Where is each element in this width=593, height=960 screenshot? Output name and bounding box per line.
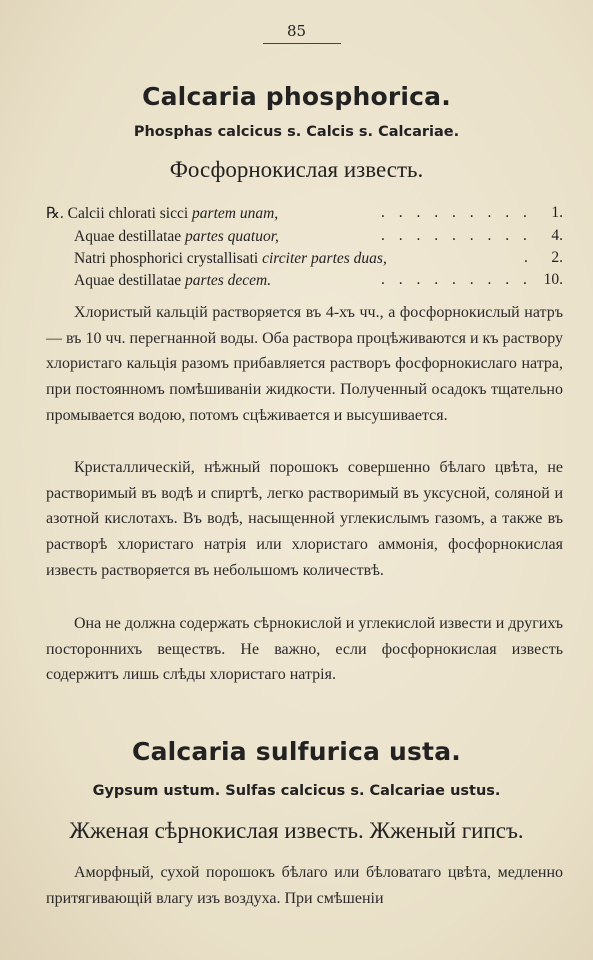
recipe-line	[46, 249, 563, 271]
recipe-line	[46, 204, 563, 226]
recipe-line	[46, 227, 563, 249]
recipe-dots: .	[524, 249, 533, 266]
header-rule	[263, 43, 341, 44]
body-paragraph: Кристаллическій, нѣжный порошокъ совершенно бѣлаго цвѣта, не растворимый въ водѣ и спиртѣ, легко растворимый въ уксусной, соляной и азотной кислотахъ. Въ водѣ, насыщенной углекислымъ газомъ, а также въ растворѣ хлористаго натрія или хлористаго аммонія, фосфорнокислая известь растворяется въ небольшомъ количествѣ.	[46, 459, 563, 579]
page-number: 85	[286, 22, 307, 40]
section-title: Calcaria sulfurica usta.	[132, 737, 461, 766]
recipe-part-number: 4.	[551, 227, 563, 244]
recipe-dots: . . . . . . . . .	[381, 271, 532, 288]
recipe-ingredient: Aquae destillatae	[74, 272, 182, 289]
recipe-part-number: 1.	[551, 204, 563, 221]
recipe-line	[46, 271, 563, 293]
russian-title: Жженая сѣрнокислая известь. Жженый гипсъ.	[69, 818, 524, 843]
body-paragraph: Хлористый кальцій растворяется въ 4-хъ чч., а фосфорнокислый натръ — въ 10 чч. перегнанной воды. Оба раствора процѣживаются и къ раствору хлористаго кальція разомъ прибавляется растворъ фосфорнокислаго натра, при постоянномъ помѣшиваніи жидкости. Полученный осадокъ тщательно промывается водою, потомъ сцѣживается и высушивается.	[46, 304, 563, 424]
recipe-dots: . . . . . . . . .	[381, 204, 532, 221]
recipe-dots: . . . . . . . . .	[381, 227, 532, 244]
recipe-ingredient: Calcii chlorati sicci	[67, 205, 189, 222]
latin-subtitle: Gypsum ustum. Sulfas calcicus s. Calcariae ustus.	[92, 783, 501, 799]
body-paragraph: Она не должна содержать сѣрнокислой и углекислой извести и другихъ постороннихъ веществъ. Не важно, если фосфорнокислая известь содержитъ лишь слѣды хлористаго натрія.	[46, 615, 563, 684]
latin-subtitle: Phosphas calcicus s. Calcis s. Calcariae.	[133, 124, 460, 140]
recipe-quantity: partem unam,	[188, 205, 279, 222]
recipe-quantity: partes quatuor,	[181, 228, 279, 245]
recipe-quantity: circiter partes duas,	[258, 250, 387, 267]
recipe-quantity: partes decem.	[181, 272, 272, 289]
russian-title: Фосфорнокислая известь.	[169, 157, 424, 182]
recipe-ingredient: Aquae destillatae	[74, 228, 182, 245]
section-title: Calcaria phosphorica.	[142, 82, 451, 111]
recipe-prefix: ℞.	[46, 205, 68, 222]
recipe-ingredient: Natri phosphorici crystallisati	[74, 250, 259, 267]
body-paragraph: Аморфный, сухой порошокъ бѣлаго или бѣловатаго цвѣта, медленно притягивающій влагу изъ воздуха. При смѣшеніи	[46, 864, 563, 907]
recipe-part-number: 10.	[543, 271, 563, 288]
recipe-part-number: 2.	[551, 249, 563, 266]
